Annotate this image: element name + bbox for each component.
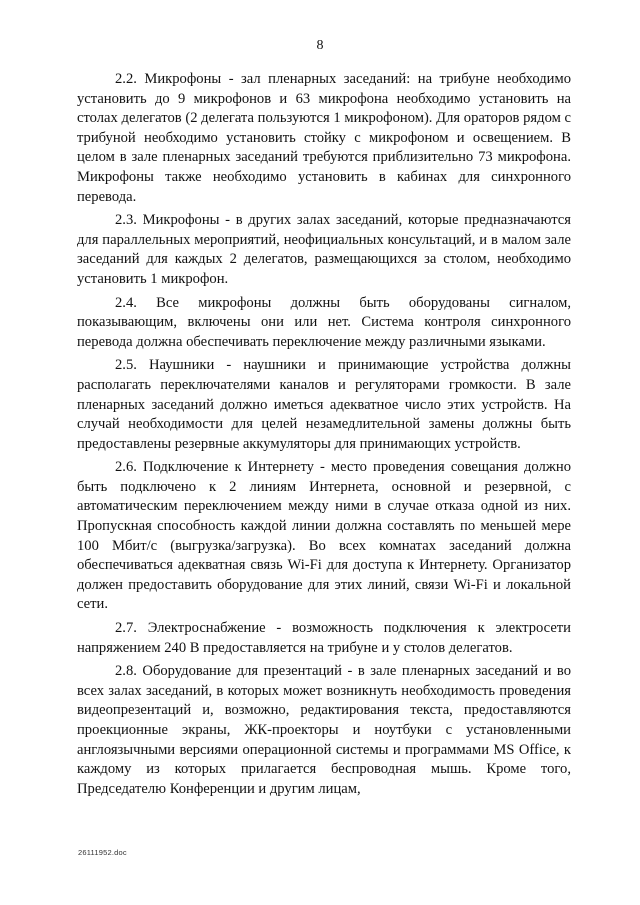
paragraph-presentation-equipment: 2.8. Оборудование для презентаций - в зале пленарных заседаний и во всех залах заседаний, в которых может возникнуть необходимость проведения видеопрезентаций и, возможно, редактирования текста, предоставляются проекционные экраны, ЖК-проекторы и ноутбуки с установленными англоязычными версиями операционной системы и программами MS Office, к каждому из которых прилагается беспроводная мышь. Кроме того, Председателю Конференции и другим лицам, [77,663,571,797]
document-file-code: 26111952.doc [78,848,127,857]
paragraph-microphones-other-rooms: 2.3. Микрофоны - в других залах заседаний, которые предназначаются для параллельных мероприятий, неофициальных консультаций, и в малом зале заседаний для каждых 2 делегатов, размещающихся за столом, необходимо установить 1 микрофон. [77,212,571,287]
paragraph-power-supply: 2.7. Электроснабжение - возможность подключения к электросети напряжением 240 В предоставляется на трибуне и у столов делегатов. [77,620,571,656]
paragraph-microphones-plenary: 2.2. Микрофоны - зал пленарных заседаний: на трибуне необходимо установить до 9 микрофонов и 63 микрофона необходимо установить на столах делегатов (2 делегата пользуются 1 микрофоном). Для ораторов рядом с трибуной необходимо установить стойку с микрофоном и освещением. В целом в зале пленарных заседаний требуются приблизительно 73 микрофона. Микрофоны также необходимо установить в кабинах для синхронного перевода. [77,71,571,205]
paragraph-headphones: 2.5. Наушники - наушники и принимающие устройства должны располагать переключателями каналов и регуляторами громкости. В зале пленарных заседаний должно иметься адекватное число этих устройств. На случай необходимости для целей незамедлительной замены должны быть предоставлены резервные аккумуляторы для принимающих устройств. [77,357,571,452]
paragraph-internet: 2.6. Подключение к Интернету - место проведения совещания должно быть подключено к 2 линиям Интернета, основной и резервной, с автоматическим переключением между ними в случае отказа одной из них. Пропускная способность каждой линии должна составлять по меньшей мере 100 Мбит/с (выгрузка/загрузка). Во всех комнатах заседаний должна обеспечиваться адекватная связь Wi-Fi для доступа к Интернету. Организатор должен предоставить оборудование для этих линий, связи Wi-Fi и локальной сети. [77,459,571,613]
document-body [77,70,571,799]
page-number: 8 [316,38,324,53]
paragraph-microphone-signals: 2.4. Все микрофоны должны быть оборудованы сигналом, показывающим, включены они или нет. Система контроля синхронного перевода должна обеспечивать переключение между различными языками. [77,294,571,350]
